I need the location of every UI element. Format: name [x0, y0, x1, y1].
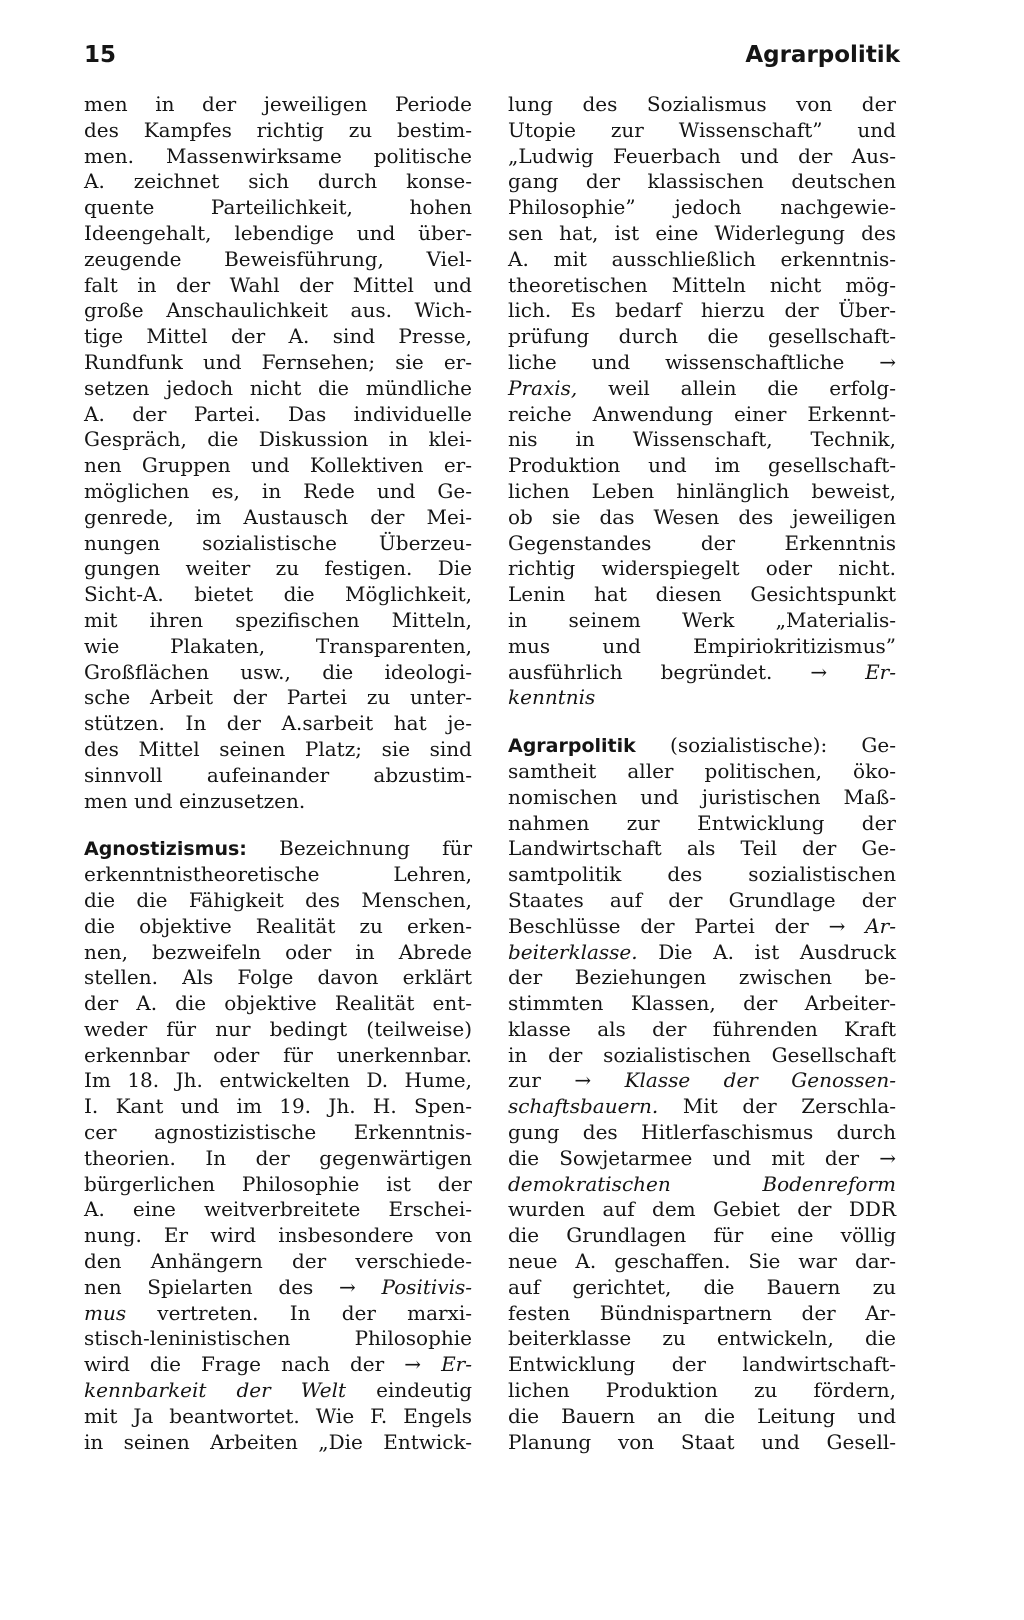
text-line: quente Parteilichkeit, hohen: [84, 195, 472, 220]
text-line: Landwirtschaft als Teil der Ge-: [508, 836, 896, 861]
text-line: große Anschaulichkeit aus. Wich-: [84, 298, 472, 323]
text-line: sen hat, ist eine Widerlegung des: [508, 220, 896, 245]
text-line: beiterklasse zu entwickeln, die: [508, 1326, 896, 1351]
text-line: klasse als der führenden Kraft: [508, 1016, 896, 1041]
text-span: wird die Frage nach der: [84, 1352, 405, 1377]
text-line: samtheit aller politischen, öko-: [508, 758, 896, 783]
cross-reference-link[interactable]: Ar-: [845, 913, 896, 938]
text-line: Philosophie” jedoch nachgewie-: [508, 195, 896, 220]
cross-reference-arrow: →: [828, 913, 846, 938]
text-line: zeugende Beweisführung, Viel-: [84, 246, 472, 271]
text-line: [508, 1146, 896, 1172]
text-line: [84, 1275, 472, 1301]
text-line: Ideengehalt, lebendige und über-: [84, 220, 472, 245]
cross-reference-link[interactable]: schaftsbauern.: [508, 1094, 659, 1119]
text-line: wie Plakaten, Transparenten,: [84, 633, 472, 658]
text-line: wurden auf dem Gebiet der DDR: [508, 1197, 896, 1222]
cross-reference-link[interactable]: mus: [84, 1300, 127, 1325]
text-line: stimmten Klassen, der Arbeiter-: [508, 991, 896, 1016]
text-line: setzen jedoch nicht die mündliche: [84, 375, 472, 400]
right-column: [508, 92, 896, 1455]
text-line: men und einzusetzen.: [84, 788, 306, 813]
text-line: die Grundlagen für eine völlig: [508, 1223, 896, 1248]
text-line: prüfung durch die gesellschaft-: [508, 324, 896, 349]
text-line: nis in Wissenschaft, Technik,: [508, 427, 896, 452]
text-line: mus und Empiriokritizismus”: [508, 633, 896, 658]
text-line: nomischen und juristischen Maß-: [508, 784, 896, 809]
text-line: nungen sozialistische Überzeu-: [84, 530, 472, 555]
text-line: falt in der Wahl der Mittel und: [84, 272, 472, 297]
text-line: [508, 940, 896, 966]
text-line: A. zeichnet sich durch konse-: [84, 169, 472, 194]
text-span: eindeutig: [346, 1378, 472, 1403]
text-line: [508, 376, 896, 402]
text-span: liche und wissenschaftliche: [508, 349, 880, 374]
text-line: A. mit ausschließlich erkenntnis-: [508, 246, 896, 271]
text-line: nung. Er wird insbesondere von: [84, 1223, 472, 1248]
text-line: in seinen Arbeiten „Die Entwick-: [84, 1429, 472, 1454]
text-line: [508, 660, 896, 686]
text-line: lichen Leben hinlänglich beweist,: [508, 478, 896, 503]
paragraph-gap: [84, 814, 472, 836]
text-span: Mit der Zerschla-: [658, 1094, 896, 1119]
text-line: [84, 1378, 472, 1404]
text-line: sinnvoll aufeinander abzustim-: [84, 762, 472, 787]
text-line: Planung von Staat und Gesell-: [508, 1429, 896, 1454]
text-line: mit ihren spezifischen Mitteln,: [84, 607, 472, 632]
cross-reference-link[interactable]: kenntnis: [508, 685, 596, 710]
text-line: in der sozialistischen Gesellschaft: [508, 1042, 896, 1067]
text-line: cer agnostizistische Erkenntnis-: [84, 1120, 472, 1145]
text-line: die die Fähigkeit des Menschen,: [84, 887, 472, 912]
text-line: bürgerlichen Philosophie ist der: [84, 1171, 472, 1196]
text-line: A. eine weitverbreitete Erschei-: [84, 1197, 472, 1222]
cross-reference-arrow: →: [810, 659, 828, 684]
cross-reference-link[interactable]: demokratischen Bodenreform: [508, 1171, 896, 1196]
text-line: men. Massenwirksame politische: [84, 143, 472, 168]
text-line: lich. Es bedarf hierzu der Über-: [508, 298, 896, 323]
text-line: der Beziehungen zwischen be-: [508, 965, 896, 990]
text-line: „Ludwig Feuerbach und der Aus-: [508, 143, 896, 168]
text-line: die objektive Realität zu erken-: [84, 913, 472, 938]
entry-keyword: Agrarpolitik: [508, 735, 636, 758]
text-span: Beschlüsse der Partei der: [508, 913, 829, 938]
text-line: Staates auf der Grundlage der: [508, 887, 896, 912]
text-line: [508, 1172, 896, 1198]
text-line: reiche Anwendung einer Erkennt-: [508, 401, 896, 426]
text-line: nen, bezweifeln oder in Abrede: [84, 939, 472, 964]
page-number: 15: [84, 42, 117, 68]
text-line: A. der Partei. Das individuelle: [84, 401, 472, 426]
text-span: weil allein die erfolg-: [577, 375, 896, 400]
cross-reference-link[interactable]: Klasse der Genossen-: [591, 1068, 896, 1093]
text-line: stellen. Als Folge davon erklärt: [84, 965, 472, 990]
text-line: des Kampfes richtig zu bestim-: [84, 117, 472, 142]
text-line: Utopie zur Wissenschaft” und: [508, 117, 896, 142]
entry-agrarpolitik: [508, 733, 896, 1455]
text-line: Rundfunk und Fernsehen; sie er-: [84, 349, 472, 374]
text-line: Entwicklung der landwirtschaft-: [508, 1352, 896, 1377]
text-line: mit Ja beantwortet. Wie F. Engels: [84, 1403, 472, 1428]
text-line: [508, 1068, 896, 1094]
cross-reference-arrow: →: [404, 1352, 422, 1377]
text-line: richtig widerspiegelt oder nicht.: [508, 556, 896, 581]
text-span: nen Spielarten des: [84, 1274, 340, 1299]
text-line: theorien. In der gegenwärtigen: [84, 1145, 472, 1170]
text-line: [84, 1301, 472, 1327]
text-line: I. Kant und im 19. Jh. H. Spen-: [84, 1094, 472, 1119]
text-line: [508, 685, 896, 711]
text-line: Produktion und im gesellschaft-: [508, 453, 896, 478]
cross-reference-arrow: →: [879, 1145, 896, 1170]
text-line: [84, 836, 472, 862]
text-span: vertreten. In der marxi-: [126, 1300, 472, 1325]
text-span: (sozialistische): Ge-: [635, 733, 896, 758]
text-line: Großflächen usw., die ideologi-: [84, 659, 472, 684]
text-line: Im 18. Jh. entwickelten D. Hume,: [84, 1068, 472, 1093]
text-span: zur: [508, 1068, 575, 1093]
paragraph-gap: [508, 711, 896, 733]
text-line: [508, 350, 896, 376]
left-column: [84, 92, 472, 1455]
entry-agnostizismus: [84, 836, 472, 1455]
text-line: samtpolitik des sozialistischen: [508, 862, 896, 887]
text-line: gung des Hitlerfaschismus durch: [508, 1120, 896, 1145]
text-span: ausführlich begründet.: [508, 659, 811, 684]
cross-reference-link[interactable]: beiterklasse.: [508, 939, 638, 964]
page-header: [0, 42, 1024, 82]
text-line: der A. die objektive Realität ent-: [84, 991, 472, 1016]
text-span: Bezeichnung für: [246, 836, 472, 861]
cross-reference-link[interactable]: Er-: [827, 659, 896, 684]
cross-reference-link[interactable]: kennbarkeit der Welt: [84, 1378, 347, 1403]
text-line: [508, 733, 896, 759]
text-line: [84, 1352, 472, 1378]
text-line: Gespräch, die Diskussion in klei-: [84, 427, 472, 452]
text-line: lichen Produktion zu fördern,: [508, 1378, 896, 1403]
text-line: Gegenstandes der Erkenntnis: [508, 530, 896, 555]
text-line: lung des Sozialismus von der: [508, 92, 896, 116]
entry-keyword: Agnostizismus:: [84, 838, 247, 861]
text-line: [508, 1094, 896, 1120]
text-line: erkennbar oder für unerkennbar.: [84, 1042, 472, 1067]
cross-reference-arrow: →: [574, 1068, 592, 1093]
text-line: den Anhängern der verschiede-: [84, 1249, 472, 1274]
text-line: men in der jeweiligen Periode: [84, 92, 472, 116]
text-line: die Bauern an die Leitung und: [508, 1403, 896, 1428]
text-line: ob sie das Wesen des jeweiligen: [508, 504, 896, 529]
text-line: des Mittel seinen Platz; sie sind: [84, 736, 472, 761]
cross-reference-link[interactable]: Positivis-: [355, 1274, 472, 1299]
text-line: Lenin hat diesen Gesichtspunkt: [508, 582, 896, 607]
text-span: die Sowjetarmee und mit der: [508, 1145, 880, 1170]
text-line: nen Gruppen und Kollektiven er-: [84, 453, 472, 478]
text-line: gang der klassischen deutschen: [508, 169, 896, 194]
paragraph-continuation: [84, 92, 472, 814]
text-line: stützen. In der A.sarbeit hat je-: [84, 711, 472, 736]
text-line: gungen weiter zu festigen. Die: [84, 556, 472, 581]
text-line: erkenntnistheoretische Lehren,: [84, 862, 472, 887]
text-span: Die A. ist Ausdruck: [637, 939, 896, 964]
text-line: Sicht-A. bietet die Möglichkeit,: [84, 582, 472, 607]
text-line: stisch-leninistischen Philosophie: [84, 1326, 472, 1351]
text-line: tige Mittel der A. sind Presse,: [84, 324, 472, 349]
text-line: auf gerichtet, die Bauern zu: [508, 1274, 896, 1299]
paragraph-continuation: [508, 92, 896, 711]
text-line: in seinem Werk „Materialis-: [508, 607, 896, 632]
cross-reference-arrow: →: [339, 1274, 356, 1299]
text-line: nahmen zur Entwicklung der: [508, 810, 896, 835]
cross-reference-arrow: →: [879, 349, 896, 374]
text-line: sche Arbeit der Partei zu unter-: [84, 685, 472, 710]
text-line: genrede, im Austausch der Mei-: [84, 504, 472, 529]
text-line: festen Bündnispartnern der Ar-: [508, 1300, 896, 1325]
running-head: Agrarpolitik: [745, 42, 900, 68]
text-line: theoretischen Mitteln nicht mög-: [508, 272, 896, 297]
cross-reference-link[interactable]: Er-: [421, 1352, 472, 1377]
cross-reference-link[interactable]: Praxis,: [508, 375, 578, 400]
text-line: neue A. geschaffen. Sie war dar-: [508, 1249, 896, 1274]
text-line: möglichen es, in Rede und Ge-: [84, 478, 472, 503]
text-line: [508, 914, 896, 940]
text-line: weder für nur bedingt (teilweise): [84, 1016, 472, 1041]
